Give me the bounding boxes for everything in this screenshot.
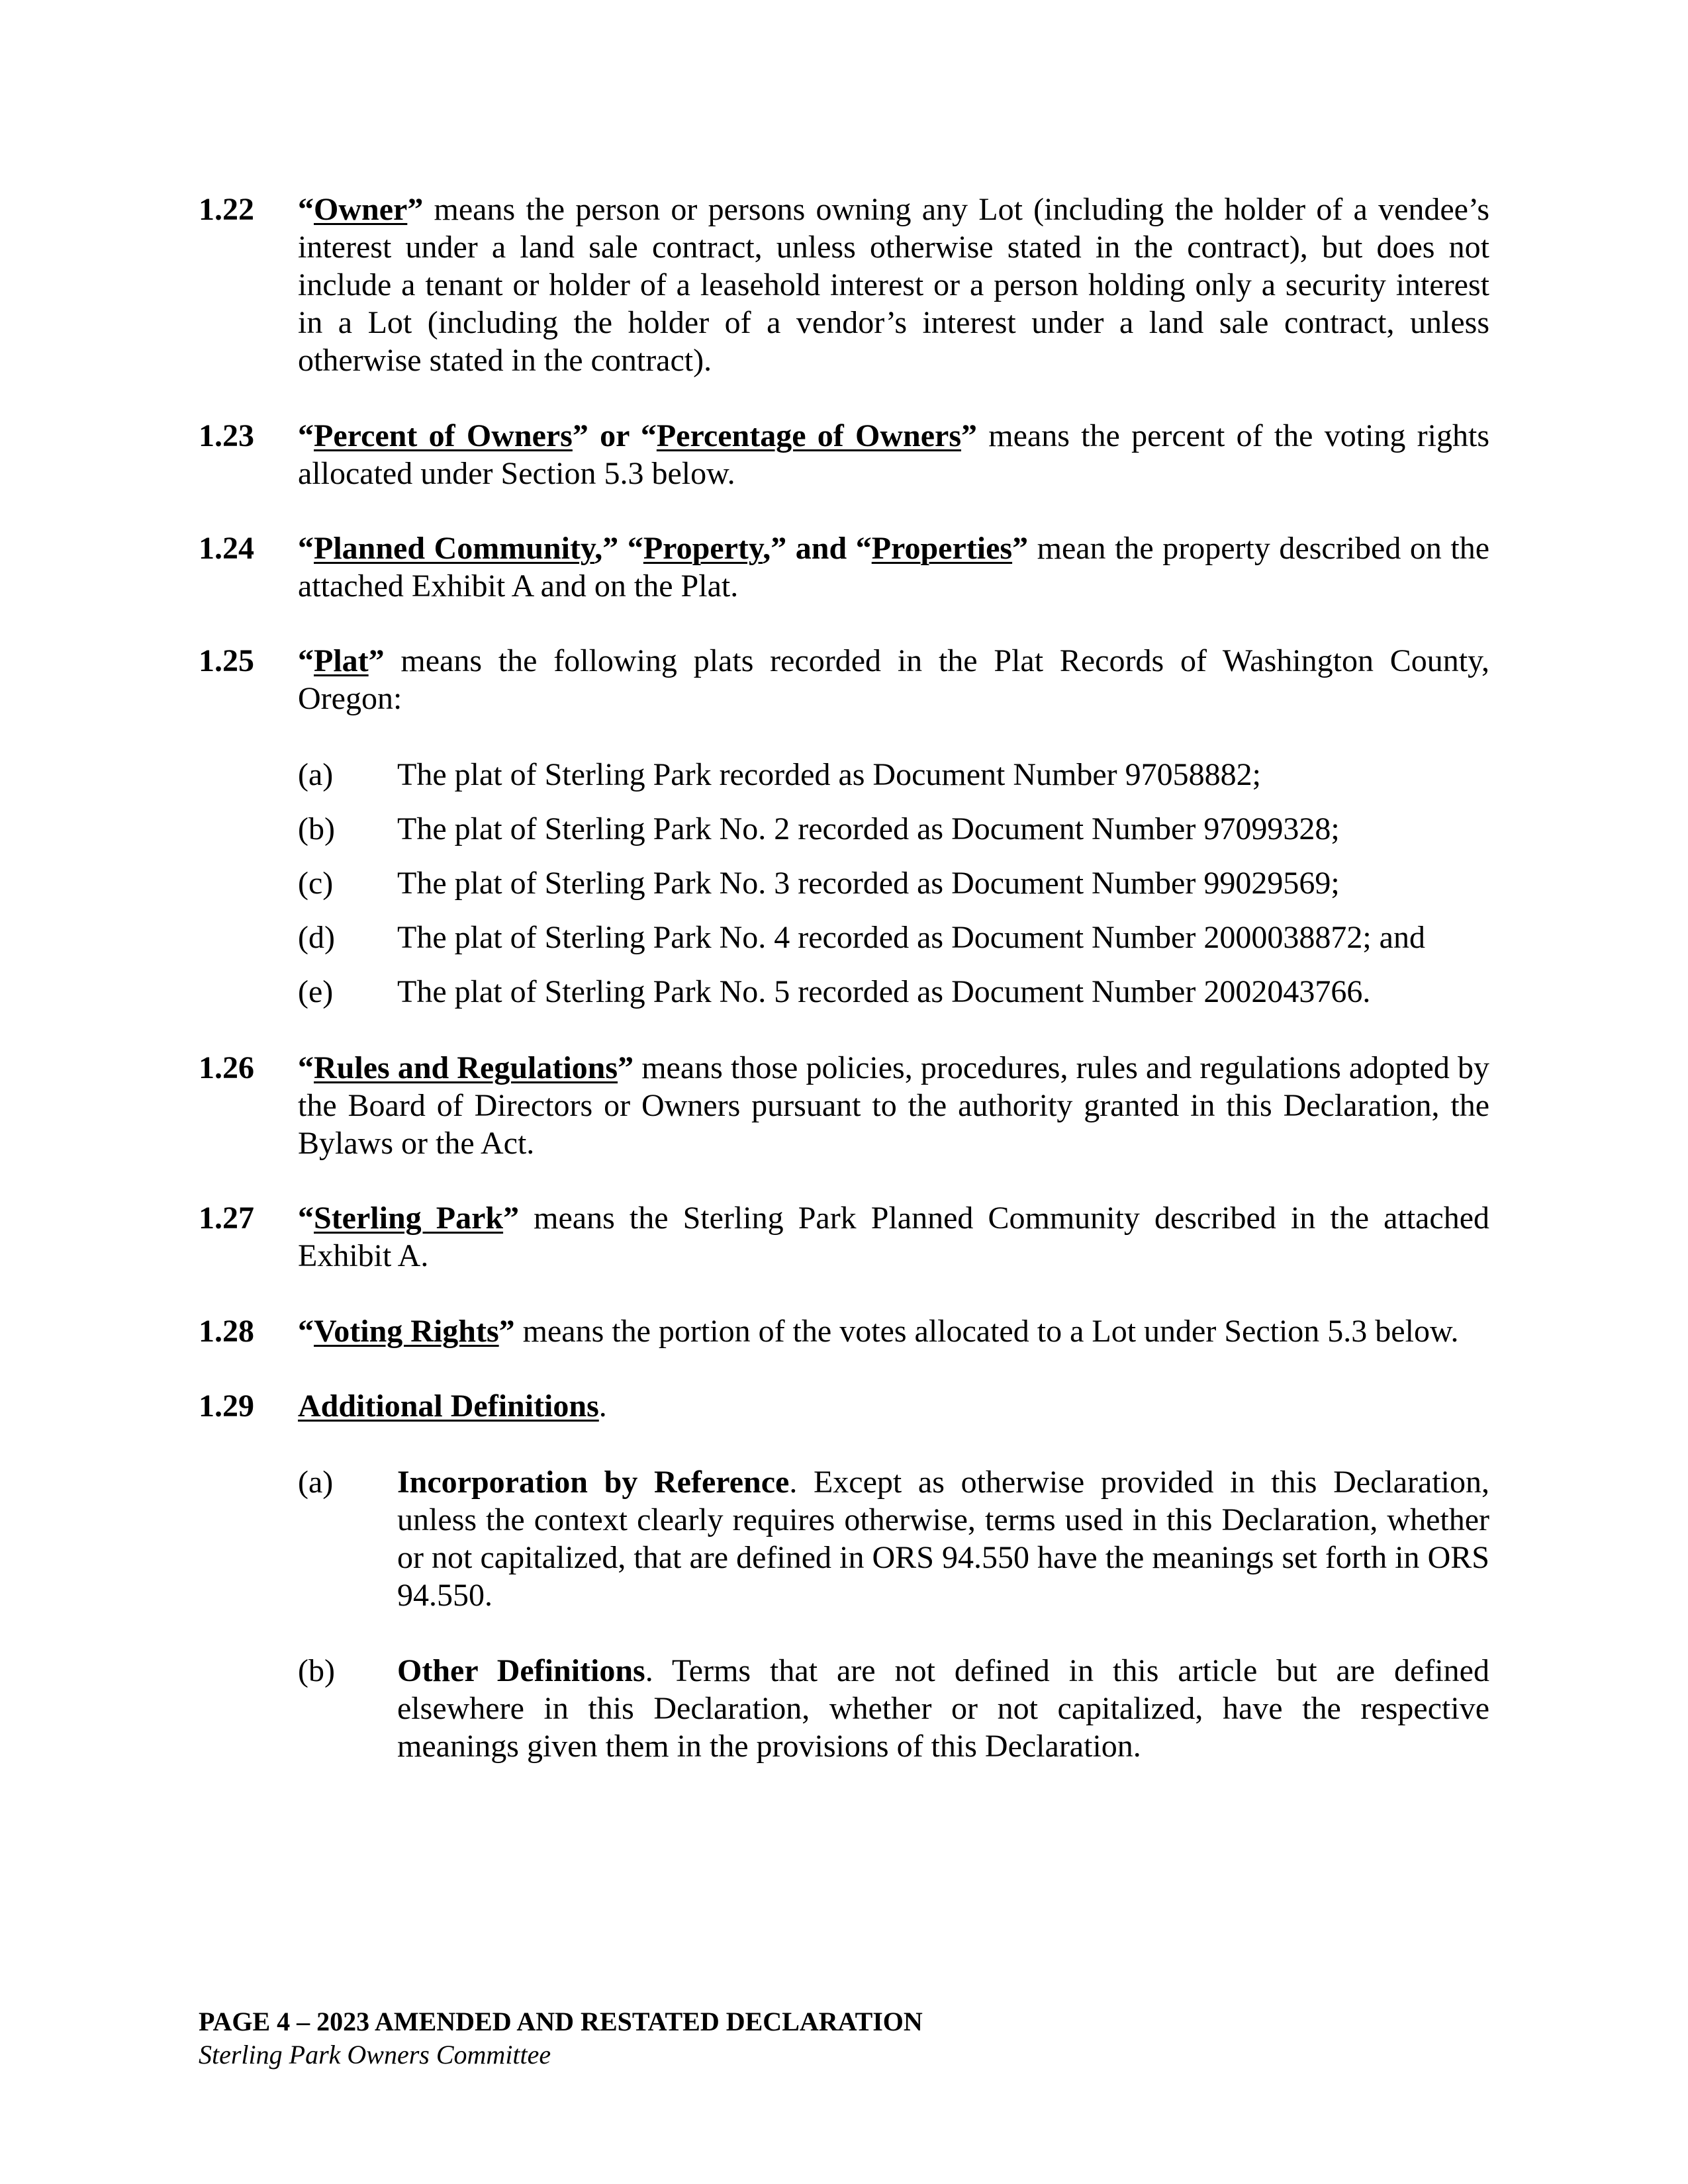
section-1-23 [199,417,1489,492]
section-1-22 [199,191,1489,379]
section-1-25 [199,642,1489,717]
defined-term: Property [643,531,763,566]
text-run: . Except as otherwise provided in this Declaration, unless the context clearly requires otherwise, terms used in this Declaration, whether or not capitalized, that are defined in ORS 94.550 have the meanings set forth in ORS 94.550. [397,1465,1490,1613]
definition-item-a [298,1463,1489,1614]
defined-term: Owner [314,192,408,227]
text-run: means the following plats recorded in the Plat Records of Washington County, Oregon: [298,643,1489,716]
text-run: means the portion of the votes allocated to a Lot under Section 5.3 below. [514,1314,1459,1349]
plat-item-e [298,973,1489,1011]
section-heading: Additional Definitions [298,1388,599,1424]
section-text [298,642,1489,717]
item-text: The plat of Sterling Park No. 2 recorded as Document Number 97099328; [397,811,1340,846]
section-number: 1.28 [199,1314,254,1349]
section-number: 1.23 [199,418,254,453]
text-run: ” [407,192,424,227]
section-number: 1.22 [199,192,254,227]
defined-term: Percent of Owners [314,418,573,453]
item-text: The plat of Sterling Park No. 3 recorded as Document Number 99029569; [397,866,1340,901]
plat-item-c [298,864,1489,902]
section-text [298,1199,1489,1275]
section-number: 1.25 [199,643,254,678]
section-number: 1.29 [199,1388,254,1424]
plat-item-d [298,919,1489,956]
text-run: . [598,1388,607,1424]
text-run: “ [298,643,314,678]
item-label: (a) [298,757,334,792]
text-run: means the person or persons owning any Lot (including the holder of a vendee’s interest under a land sale contract, unless otherwise stated in the contract), but does not include a tenant or holder of a leasehold interest or a person holding only a security interest in a Lot (including the holder of a vendor’s interest under a land sale contract, unless otherwise stated in the contract). [298,192,1489,378]
section-text [298,529,1489,605]
plat-item-b [298,810,1489,848]
text-run: “ [298,531,314,566]
section-number: 1.27 [199,1201,254,1236]
item-text: The plat of Sterling Park No. 4 recorded as Document Number 2000038872; and [397,920,1425,955]
item-text [397,1652,1489,1765]
text-run: ” [961,418,978,453]
text-run: “ [298,192,314,227]
section-number: 1.26 [199,1050,254,1085]
section-text [298,1312,1489,1350]
footer-organization: Sterling Park Owners Committee [199,2040,551,2070]
item-text: The plat of Sterling Park recorded as Document Number 97058882; [397,757,1261,792]
section-text [298,191,1489,379]
item-text: The plat of Sterling Park No. 5 recorded as Document Number 2002043766. [397,974,1371,1009]
defined-term: Sterling Park [314,1201,504,1236]
text-run: ” [618,1050,634,1085]
item-label: (c) [298,866,334,901]
item-text [397,1463,1489,1614]
section-1-24 [199,529,1489,605]
definition-item-b [298,1652,1489,1765]
section-text [298,1049,1489,1162]
text-run: “ [298,1314,314,1349]
item-label: (b) [298,811,335,846]
text-run: ” [498,1314,515,1349]
defined-term: Rules and Regulations [314,1050,618,1085]
plat-item-a [298,756,1489,794]
text-run: ” [1012,531,1029,566]
defined-term: Plat [314,643,369,678]
text-run: ,” and “ [763,531,872,566]
text-run: “ [298,1050,314,1085]
page-footer [199,2005,923,2071]
section-1-28 [199,1312,1489,1350]
defined-term: Properties [871,531,1013,566]
text-run: mean the property described on the attached Exhibit A and on the Plat. [298,531,1490,604]
item-heading: Other Definitions [397,1653,645,1688]
section-1-26 [199,1049,1489,1162]
text-run: ,” “ [594,531,643,566]
item-heading: Incorporation by Reference [397,1465,790,1500]
section-text [298,1387,1489,1425]
item-label: (e) [298,974,334,1009]
item-label: (d) [298,920,335,955]
item-label: (b) [298,1653,335,1688]
section-1-29 [199,1387,1489,1425]
defined-term: Planned Community [314,531,595,566]
item-label: (a) [298,1465,334,1500]
text-run: means those policies, procedures, rules and regulations adopted by the Board of Directors or Owners pursuant to the authority granted in this Declaration, the Bylaws or the Act. [298,1050,1490,1161]
defined-term: Voting Rights [314,1314,499,1349]
section-text [298,417,1489,492]
section-number: 1.24 [199,531,254,566]
text-run: means the percent of the voting rights allocated under Section 5.3 below. [298,418,1490,491]
text-run: ” or “ [572,418,657,453]
text-run: means the Sterling Park Planned Community described in the attached Exhibit A. [298,1201,1489,1273]
text-run: . Terms that are not defined in this article but are defined elsewhere in this Declaration, whether or not capitalized, have the respective meanings given them in the provisions of this Declaration. [397,1653,1489,1764]
footer-page-title: PAGE 4 – 2023 AMENDED AND RESTATED DECLARATION [199,2007,923,2036]
text-run: “ [298,1201,314,1236]
text-run: “ [298,418,314,453]
text-run: ” [503,1201,520,1236]
text-run: ” [368,643,385,678]
section-1-27 [199,1199,1489,1275]
defined-term: Percentage of Owners [656,418,962,453]
